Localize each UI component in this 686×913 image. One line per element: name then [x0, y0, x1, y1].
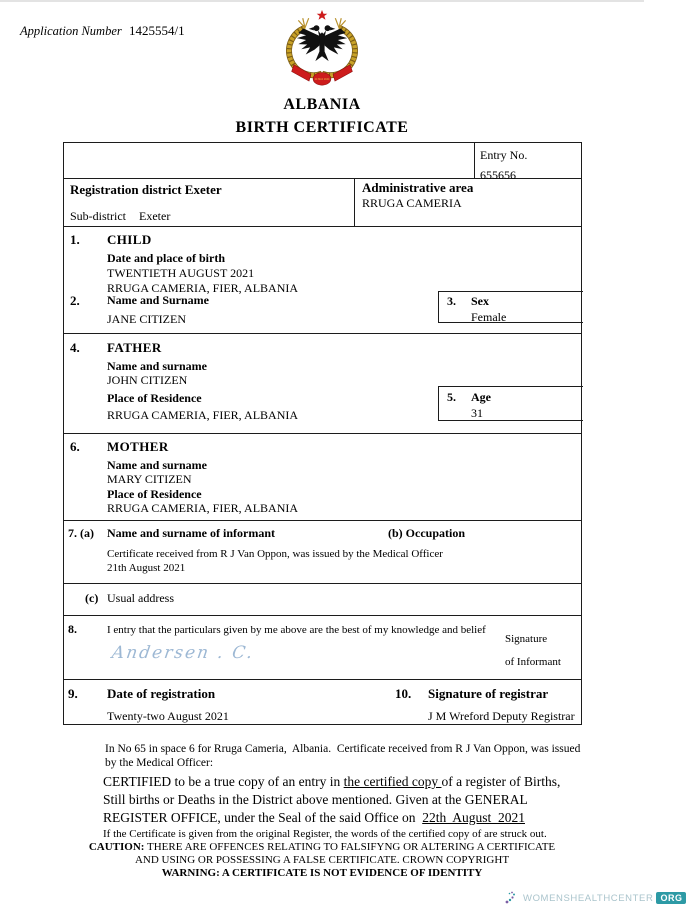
country-title: ALBANIA [283, 96, 361, 113]
admin-area-label: Administrative area [362, 180, 474, 195]
signature-label-line1: Signature [505, 633, 548, 645]
child-num: 1. [70, 232, 80, 247]
declaration-text: I entry that the particulars given by me above are the best of my knowledge and belief [107, 624, 486, 636]
child-title: CHILD [107, 232, 152, 247]
father-residence-label: Place of Residence [107, 391, 202, 405]
entry-no-value: 655656 [480, 168, 516, 182]
usual-address-num: (c) [85, 591, 99, 605]
dob-value: TWENTIETH AUGUST 2021 [107, 266, 255, 280]
informant-statement-line2: 21th August 2021 [107, 562, 186, 574]
occupation-label: (b) Occupation [388, 526, 466, 540]
emblem-ribbon-text: 24 MAJ 1944 [314, 77, 330, 81]
mother-title: MOTHER [107, 439, 169, 454]
row-divider [64, 333, 581, 334]
registrar-num: 10. [395, 686, 412, 701]
usual-address-label: Usual address [107, 591, 174, 605]
row-divider [64, 433, 581, 434]
father-residence-value: RRUGA CAMERIA, FIER, ALBANIA [107, 408, 299, 422]
mother-name-value: MARY CITIZEN [107, 472, 192, 486]
registration-district: Registration district Exeter [70, 182, 222, 197]
child-name-label: Name and Surname [107, 293, 210, 307]
certified-copy-underlined: the certified copy [343, 774, 442, 789]
sub-district-label: Sub-district [70, 209, 126, 223]
watermark [504, 890, 686, 906]
pob-value: RRUGA CAMERIA, FIER, ALBANIA [107, 281, 299, 295]
application-number-label: Application Number [20, 24, 122, 38]
mother-num: 6. [70, 439, 80, 454]
sex-box [438, 291, 583, 323]
watermark-org-badge: ORG [656, 892, 686, 904]
row-divider [64, 679, 581, 680]
age-label: Age [471, 390, 491, 404]
sub-district [70, 209, 170, 224]
age-num: 5. [447, 390, 456, 404]
informant-name-label: Name and surname of informant [107, 526, 275, 540]
dob-label: Date and place of birth [107, 251, 225, 265]
admin-area-value: RRUGA CAMERIA [362, 196, 462, 210]
father-name-label: Name and surname [107, 359, 208, 373]
sub-district-value: Exeter [139, 209, 171, 223]
albania-coat-of-arms-icon [285, 7, 359, 93]
row-divider [64, 520, 581, 521]
father-name-value: JOHN CITIZEN [107, 373, 188, 387]
registration-date-label: Date of registration [107, 686, 216, 701]
father-title: FATHER [107, 340, 162, 355]
admin-area-divider [354, 178, 355, 226]
certified-part3: of a register of Births, Still births or Deaths in the District above mentioned. Given at the GENERAL REGISTER OFFICE, under the Seal of the said Office on [103, 774, 564, 825]
registrar-signature-value: J M Wreford Deputy Registrar [428, 709, 575, 723]
strike-out-note: If the Certificate is given from the original Register, the words of the certified copy of are struck out. [103, 828, 547, 840]
certified-date-underlined: 22th August 2021 [422, 810, 525, 825]
caution-label: CAUTION: [88, 841, 145, 853]
age-value: 31 [471, 406, 483, 420]
caution-line1 [0, 841, 644, 854]
watermark-name: WOMENSHEALTHCENTER [523, 892, 654, 904]
signature-label-line2: of Informant [505, 656, 561, 668]
row-divider [64, 615, 581, 616]
registration-num: 9. [68, 686, 78, 701]
caution-line1-rest: THERE ARE OFFENCES RELATING TO FALSIFYNG OR ALTERING A CERTIFICATE [144, 841, 556, 853]
watermark-dots-icon [504, 890, 520, 906]
caution-line3: WARNING: A CERTIFICATE IS NOT EVIDENCE OF IDENTITY [161, 867, 483, 879]
document-title: BIRTH CERTIFICATE [235, 119, 409, 136]
row-divider [64, 583, 581, 584]
mother-residence-value: RRUGA CAMERIA, FIER, ALBANIA [107, 501, 299, 515]
mother-name-label: Name and surname [107, 458, 208, 472]
row-divider [64, 226, 581, 227]
name-num: 2. [70, 293, 80, 308]
registration-date-value: Twenty-two August 2021 [107, 709, 229, 723]
caution-line2: AND USING OR POSSESSING A FALSE CERTIFICATE. CROWN COPYRIGHT [134, 854, 510, 866]
informant-signature: Andersen . C. [110, 643, 256, 663]
registrar-signature-label: Signature of registrar [428, 686, 549, 701]
age-box [438, 386, 583, 421]
mother-residence-label: Place of Residence [107, 487, 202, 501]
application-number-value: 1425554/1 [129, 23, 185, 38]
informant-num: 7. (a) [68, 526, 94, 540]
certified-part1: CERTIFIED to be a true copy of an entry in [103, 774, 344, 789]
certified-paragraph [103, 773, 586, 827]
child-name-value: JANE CITIZEN [107, 312, 186, 326]
sex-num: 3. [447, 294, 456, 308]
informant-statement-line1: Certificate received from R J Van Oppon, was issued by the Medical Officer [107, 548, 443, 560]
sex-value: Female [471, 310, 507, 324]
declaration-num: 8. [68, 622, 77, 636]
entry-no-divider [474, 143, 475, 178]
sex-label: Sex [471, 294, 489, 308]
father-num: 4. [70, 340, 80, 355]
entry-no-label: Entry No. [480, 148, 528, 162]
footer-note-paragraph: In No 65 in space 6 for Rruga Cameria, Albania. Certificate received from R J Van Oppon, was issued by the Medical Officer: [105, 743, 584, 769]
